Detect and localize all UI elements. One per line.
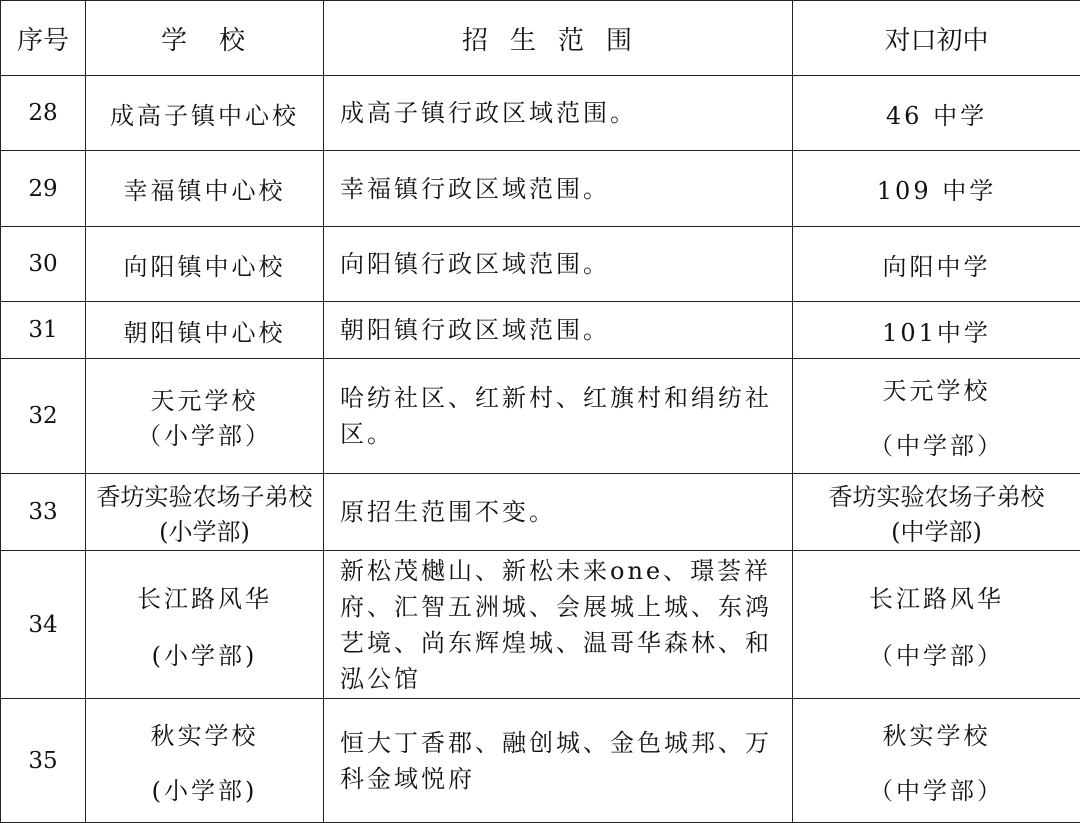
school-cell bbox=[86, 227, 324, 302]
middle-school-name: 秋实学校 bbox=[882, 721, 991, 750]
table-row bbox=[1, 551, 1080, 699]
middle-school-cell bbox=[793, 359, 1080, 474]
row-number: 35 bbox=[1, 699, 86, 823]
table-row bbox=[1, 474, 1080, 551]
school-division: (小学部) bbox=[159, 518, 250, 546]
middle-school-division: (中学部) bbox=[891, 518, 982, 546]
school-name: 朝阳镇中心校 bbox=[123, 318, 286, 347]
row-number: 34 bbox=[1, 551, 86, 699]
school-division: (小学部) bbox=[151, 776, 258, 805]
range-cell: 成高子镇行政区域范围。 bbox=[324, 76, 793, 151]
table-row bbox=[1, 699, 1080, 823]
table-row bbox=[1, 227, 1080, 302]
school-name: 香坊实验农场子弟校 bbox=[96, 483, 313, 511]
school-cell bbox=[86, 359, 324, 474]
middle-school-division: （中学部） bbox=[869, 776, 1004, 805]
row-number: 30 bbox=[1, 227, 86, 302]
school-cell bbox=[86, 699, 324, 823]
middle-school-cell bbox=[793, 699, 1080, 823]
header-school: 学 校 bbox=[86, 1, 324, 76]
middle-school-name: 香坊实验农场子弟校 bbox=[828, 483, 1045, 511]
school-name: 向阳镇中心校 bbox=[123, 252, 286, 281]
school-cell bbox=[86, 151, 324, 227]
row-number: 28 bbox=[1, 76, 86, 151]
header-middle-school: 对口初中 bbox=[793, 1, 1080, 76]
middle-school-name: 109 中学 bbox=[876, 177, 997, 205]
range-cell: 幸福镇行政区域范围。 bbox=[324, 151, 793, 227]
range-cell: 哈纺社区、红新村、红旗村和绢纺社区。 bbox=[324, 359, 793, 474]
school-name: 天元学校 bbox=[150, 387, 259, 415]
table-row bbox=[1, 359, 1080, 474]
middle-school-cell bbox=[793, 474, 1080, 551]
middle-school-division: （中学部） bbox=[869, 432, 1004, 460]
table-row bbox=[1, 76, 1080, 151]
school-cell bbox=[86, 302, 324, 359]
header-range: 招生范围 bbox=[324, 1, 793, 76]
middle-school-name: 长江路风华 bbox=[869, 584, 1004, 613]
table-row bbox=[1, 151, 1080, 227]
middle-school-name: 46 中学 bbox=[885, 101, 988, 130]
range-cell: 原招生范围不变。 bbox=[324, 474, 793, 551]
middle-school-name: 天元学校 bbox=[882, 377, 991, 405]
row-number: 33 bbox=[1, 474, 86, 551]
row-number: 31 bbox=[1, 302, 86, 359]
middle-school-cell bbox=[793, 551, 1080, 699]
school-cell bbox=[86, 76, 324, 151]
school-cell bbox=[86, 474, 324, 551]
range-cell: 恒大丁香郡、融创城、金色城邦、万科金域悦府 bbox=[324, 699, 793, 823]
middle-school-cell bbox=[793, 76, 1080, 151]
middle-school-division: （中学部） bbox=[869, 641, 1004, 670]
table-row bbox=[1, 302, 1080, 359]
middle-school-cell bbox=[793, 302, 1080, 359]
middle-school-name: 101中学 bbox=[882, 318, 991, 347]
school-division: （小学部） bbox=[137, 422, 272, 450]
middle-school-cell bbox=[793, 227, 1080, 302]
header-row bbox=[1, 1, 1080, 76]
range-cell: 朝阳镇行政区域范围。 bbox=[324, 302, 793, 359]
school-name: 幸福镇中心校 bbox=[123, 177, 286, 205]
school-division: (小学部) bbox=[151, 641, 258, 670]
school-cell bbox=[86, 551, 324, 699]
range-cell: 新松茂樾山、新松未来one、璟荟祥府、汇智五洲城、会展城上城、东鸿艺境、尚东辉煌城、温哥华森林、和泓公馆 bbox=[324, 551, 793, 699]
school-name: 成高子镇中心校 bbox=[110, 101, 299, 130]
row-number: 29 bbox=[1, 151, 86, 227]
middle-school-cell bbox=[793, 151, 1080, 227]
row-number: 32 bbox=[1, 359, 86, 474]
middle-school-name: 向阳中学 bbox=[882, 252, 991, 281]
school-name: 长江路风华 bbox=[137, 584, 272, 613]
range-cell: 向阳镇行政区域范围。 bbox=[324, 227, 793, 302]
header-number: 序号 bbox=[1, 1, 86, 76]
school-name: 秋实学校 bbox=[150, 721, 259, 750]
